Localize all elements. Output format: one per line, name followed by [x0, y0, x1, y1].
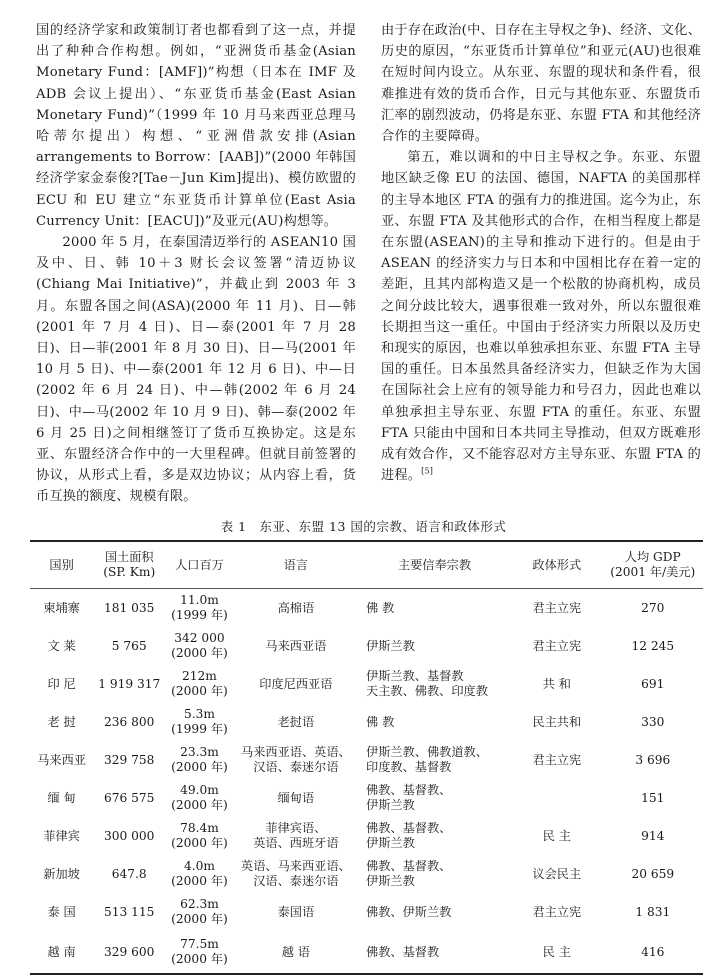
cell-text-line: 高棉语 — [277, 600, 315, 615]
citation-reference: [5] — [421, 466, 434, 476]
table-row — [30, 741, 703, 779]
cell-government: 共 和 — [542, 676, 571, 691]
cell-country: 缅 甸 — [47, 790, 76, 805]
right-column — [381, 20, 701, 508]
header-country — [30, 541, 93, 589]
cell-text-line: (2000 年) — [171, 952, 228, 966]
cell-country: 老 挝 — [47, 714, 76, 729]
cell-text-line: 马来西亚语、英语、 — [241, 745, 351, 759]
cell-religion — [358, 779, 511, 817]
table-row — [30, 779, 703, 817]
cell-gdp-per-capita: 20 659 — [631, 866, 675, 881]
table-row — [30, 931, 703, 974]
cell-population — [165, 703, 233, 741]
cell-text-line: (2000 年) — [171, 874, 228, 888]
left-column — [36, 20, 356, 508]
cell-area: 676 575 — [104, 790, 155, 805]
cell-text-line: 4.0m — [183, 859, 215, 873]
cell-country: 越 南 — [30, 931, 93, 974]
cell-country: 泰 国 — [47, 904, 76, 919]
cell-text-line: 62.3m — [180, 897, 219, 911]
cell-text-line: 天主教、佛教、印度教 — [366, 684, 488, 698]
paragraph-text: 2000 年 5 月，在泰国清迈举行的 ASEAN10 国及中、日、韩 10＋3 财长会议签署“清迈协议(Chiang Mai Initiative)”，并截止到 2003 年 3 月。东盟各国之间(ASA)(2000 年 11 月)、日—韩(2001 年 7 月 4 日)、日—泰(2001 年 7 月 28 日)、日—菲(2001 年 8 月 30 日)、日—马(2001 年 10 月 5 日)、中—泰(2001 年 12 月 6 日)、中—日(2002 年 6 月 24 日)、中—韩(2002 年 6 月 24 日)、中—马(2002 年 10 月 9 日)、韩—泰(2002 年 6 月 25 日)之间相继签订了货币互换协定。这是东亚、东盟经济合作中的一大里程碑。但就目前签署的协议，从形式上看，多是双边协议；从内容上看，货币互换的额度、规模有限。 — [36, 235, 356, 505]
cell-religion — [358, 741, 511, 779]
cell-gdp-per-capita: 151 — [641, 790, 665, 805]
paragraph — [381, 20, 701, 147]
cell-text-line: 77.5m — [180, 937, 219, 951]
cell-text-line: (1999 年) — [171, 722, 228, 736]
table-row — [30, 665, 703, 703]
cell-religion — [358, 703, 511, 741]
cell-text-line: 汉语、泰迷尔语 — [253, 760, 339, 774]
paragraph-text: 由于存在政治(中、日存在主导权之争)、经济、文化、历史的原因，“东亚货币计算单位”和亚元(AU)也很难在短时间内设立。从东亚、东盟的现状和条件看，很难推进有效的货币合作，日元与其他东亚、东盟货币汇率的剧烈波动，仍将是东亚、东盟 FTA 和其他经济合作的主要障碍。 — [381, 23, 701, 145]
cell-government: 民 主 — [511, 931, 603, 974]
cell-government: 议会民主 — [532, 866, 582, 881]
cell-text-line: (2000 年) — [171, 684, 228, 698]
table-row — [30, 627, 703, 665]
table-row — [30, 589, 703, 628]
cell-religion — [358, 817, 511, 855]
header-text-line: 国土面积 — [104, 550, 154, 564]
cell-text-line: 伊斯兰教、佛教道教、 — [366, 745, 488, 759]
cell-country: 柬埔寨 — [43, 600, 80, 615]
cell-language — [234, 931, 358, 974]
cell-text-line: (2000 年) — [171, 760, 228, 774]
header-language — [234, 541, 358, 589]
cell-area: 1 919 317 — [98, 676, 161, 691]
cell-gdp-per-capita: 12 245 — [631, 638, 675, 653]
cell-population — [165, 817, 233, 855]
cell-gdp-per-capita: 914 — [641, 828, 665, 843]
cell-language — [234, 779, 358, 817]
cell-population — [165, 741, 233, 779]
cell-gdp-per-capita: 3 696 — [635, 752, 671, 767]
table-row — [30, 893, 703, 931]
cell-text-line: 342 000 — [174, 631, 225, 645]
cell-area: 181 035 — [104, 600, 155, 615]
cell-text-line: 英语、西班牙语 — [253, 836, 339, 850]
cell-religion — [358, 855, 511, 893]
cell-text-line: 伊斯兰教 — [366, 638, 415, 653]
cell-language — [234, 855, 358, 893]
cell-government — [511, 779, 603, 817]
cell-language — [234, 703, 358, 741]
cell-religion — [358, 589, 511, 628]
paragraph — [36, 20, 356, 232]
paragraph-text: 国的经济学家和政策制订者也都看到了这一点，并提出了种种合作构想。例如，“亚洲货币基金(Asian Monetary Fund：[AMF])”构想（日本在 IMF 及 ADB 会议上提出）、“东亚货币基金(East Asian Monetary Fund)”（1999 年 10 月马来西亚总理马哈蒂尔提出）构想、“亚洲借款安排(Asian arrangements to Borrow：[AAB])”(2000 年韩国经济学家金泰俊?[Tae－Jun Kim]提出)、模仿欧盟的 ECU 和 EU 建立“东亚货币计算单位(East Asia Currency Unit：[EACU])”及亚元(AU)构想等。 — [36, 23, 356, 229]
cell-government: 君主立宪 — [532, 600, 582, 615]
cell-language — [234, 893, 358, 931]
cell-text-line: 汉语、泰迷尔语 — [253, 874, 339, 888]
cell-text-line: 泰国语 — [277, 904, 315, 919]
cell-area: 5 765 — [111, 638, 147, 653]
cell-text-line: 印度尼西亚语 — [259, 676, 333, 691]
cell-language — [234, 589, 358, 628]
cell-area: 513 115 — [104, 904, 155, 919]
cell-text-line: 11.0m — [180, 593, 219, 607]
cell-country: 印 尼 — [47, 676, 76, 691]
article-body — [36, 20, 701, 508]
paragraph — [381, 147, 701, 486]
cell-text-line: 5.3m — [183, 707, 215, 721]
cell-language — [234, 741, 358, 779]
cell-gdp-per-capita: 330 — [641, 714, 665, 729]
paragraph-text: 第五，难以调和的中日主导权之争。东亚、东盟地区缺乏像 EU 的法国、德国，NAFTA 的美国那样的主导本地区 FTA 的强有力的推进国。迄今为止，东亚、东盟 FTA 及其他形式的合作，在相当程度上都是在东盟(ASEAN)的主导和推动下进行的。但是由于 ASEAN 的经济实力与日本和中国相比存在着一定的差距，且其内部构造又是一个松散的协商机构，成员之间分歧比较大，遇事很难一致对外，所以东盟很难长期担当这一重任。中国由于经济实力所限以及历史和现实的原因，也难以单独承担东亚、东盟 FTA 主导国的重任。日本虽然具备经济实力，但缺乏作为大国在国际社会上应有的领导能力和号召力，因此也难以单独承担主导东亚、东盟 FTA 的重任。东亚、东盟 FTA 只能由中国和日本共同主导推动，但双方既难形成有效合作，又不能容忍对方主导东亚、东盟 FTA 的进程。 — [381, 150, 701, 484]
cell-country: 新加坡 — [43, 866, 80, 881]
cell-text-line: 马来西亚语 — [265, 638, 327, 653]
cell-area: 329 600 — [93, 931, 165, 974]
religion-language-government-table — [30, 540, 703, 975]
cell-country: 文 莱 — [47, 638, 76, 653]
cell-text-line: 佛教、基督教、 — [366, 783, 452, 797]
cell-population — [165, 589, 233, 628]
cell-text-line: 佛 教 — [366, 714, 395, 729]
cell-text-line: (2000 年) — [171, 646, 228, 660]
table-row — [30, 817, 703, 855]
cell-text-line: 23.3m — [180, 745, 219, 759]
cell-text-line: 印度教、基督教 — [366, 760, 452, 774]
cell-gdp-per-capita: 270 — [641, 600, 665, 615]
header-text-line: 人均 GDP — [624, 550, 681, 564]
cell-text-line: 伊斯兰教 — [366, 836, 415, 850]
header-text-line: (2001 年/美元) — [610, 565, 696, 579]
cell-religion — [358, 665, 511, 703]
table-caption: 表 1 东亚、东盟 13 国的宗教、语言和政体形式 — [220, 519, 507, 534]
header-text-line: 主要信奉宗教 — [397, 557, 472, 572]
cell-text-line: (2000 年) — [171, 912, 228, 926]
cell-text-line: 78.4m — [180, 821, 219, 835]
header-text-line: 国别 — [49, 557, 74, 572]
cell-text-line: (1999 年) — [171, 608, 228, 622]
cell-government: 君主立宪 — [532, 752, 582, 767]
cell-language — [234, 665, 358, 703]
cell-text-line: 英语、马来西亚语、 — [241, 859, 351, 873]
cell-religion — [358, 893, 511, 931]
cell-text-line: 老挝语 — [277, 714, 315, 729]
header-text-line: 语言 — [283, 557, 309, 572]
cell-gdp-per-capita: 1 831 — [635, 904, 671, 919]
cell-text-line: 缅甸语 — [277, 790, 315, 805]
header-area — [93, 541, 165, 589]
cell-text-line: (2000 年) — [171, 836, 228, 850]
cell-population — [165, 931, 233, 974]
cell-language — [234, 817, 358, 855]
header-text-line: 政体形式 — [532, 557, 582, 572]
header-text-line: 人口百万 — [175, 557, 224, 572]
cell-area: 236 800 — [104, 714, 155, 729]
cell-text-line: 伊斯兰教 — [366, 874, 415, 888]
header-religion — [358, 541, 511, 589]
table-row — [30, 703, 703, 741]
cell-government: 君主立宪 — [532, 638, 582, 653]
cell-text-line: 佛教、基督教、 — [366, 821, 452, 835]
data-table-container — [30, 540, 703, 975]
cell-text-line: 49.0m — [180, 783, 219, 797]
cell-gdp-per-capita: 416 — [603, 931, 703, 974]
cell-text-line: (2000 年) — [171, 798, 228, 812]
header-government — [511, 541, 603, 589]
cell-government: 君主立宪 — [532, 904, 582, 919]
table-header-row — [30, 541, 703, 589]
cell-text-line: 212m — [182, 669, 217, 683]
paragraph — [36, 232, 356, 508]
cell-religion — [358, 931, 511, 974]
cell-government: 民 主 — [542, 828, 571, 843]
cell-area: 329 758 — [104, 752, 155, 767]
cell-text-line: 伊斯兰教 — [366, 798, 415, 812]
cell-text-line: 伊斯兰教、基督教 — [366, 669, 464, 683]
header-gdp — [603, 541, 703, 589]
cell-language — [234, 627, 358, 665]
cell-area: 647.8 — [111, 866, 147, 881]
cell-population — [165, 855, 233, 893]
header-population — [165, 541, 233, 589]
cell-population — [165, 779, 233, 817]
cell-text-line: 佛教、基督教 — [366, 944, 440, 959]
cell-country: 马来西亚 — [37, 752, 86, 767]
table-row — [30, 855, 703, 893]
cell-text-line: 佛 教 — [366, 600, 395, 615]
cell-country: 菲律宾 — [43, 828, 80, 843]
cell-population — [165, 665, 233, 703]
cell-text-line: 佛教、基督教、 — [366, 859, 452, 873]
cell-area: 300 000 — [104, 828, 155, 843]
cell-population — [165, 893, 233, 931]
cell-religion — [358, 627, 511, 665]
cell-text-line: 佛教、伊斯兰教 — [366, 904, 452, 919]
cell-text-line: 越 语 — [281, 944, 310, 959]
cell-government: 民主共和 — [532, 714, 582, 729]
cell-gdp-per-capita: 691 — [641, 676, 665, 691]
cell-text-line: 菲律宾语、 — [265, 821, 327, 835]
header-text-line: (SP. Km) — [103, 565, 156, 579]
cell-population — [165, 627, 233, 665]
